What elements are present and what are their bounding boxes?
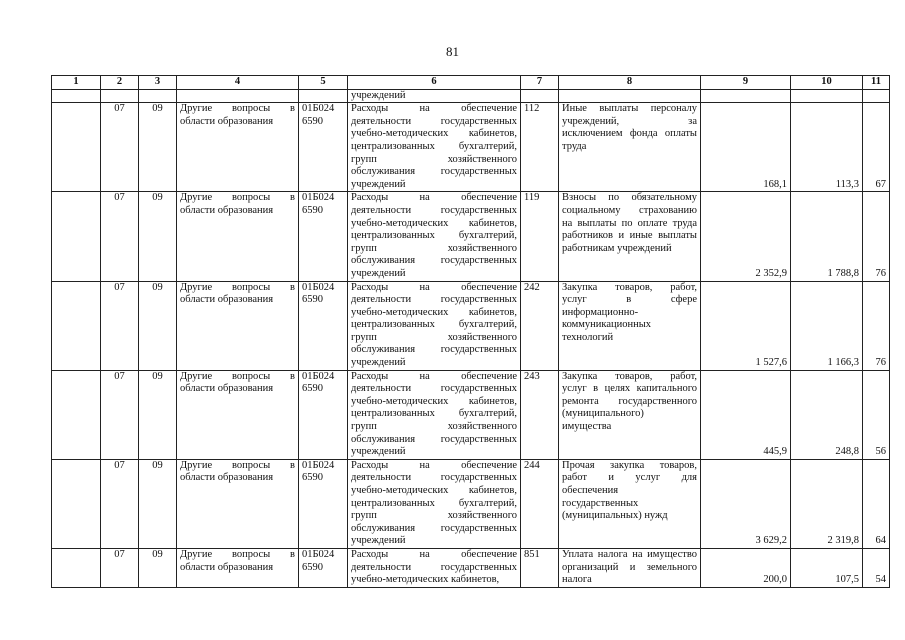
table-row <box>52 192 890 281</box>
cell-line: обслуживания государственных <box>351 344 517 356</box>
cell-line: групп хозяйственного <box>351 331 517 343</box>
cell-line: Другие вопросы в <box>180 459 295 471</box>
cell-line: учебно-методических кабинетов, <box>351 217 517 229</box>
table-row <box>52 103 890 192</box>
expense-type-code-cell: 119 <box>521 192 559 281</box>
cell-line: учебно-методических кабинетов, <box>351 574 500 586</box>
cell-line: деятельности государственных <box>351 383 517 395</box>
execution-percent-cell: 56 <box>863 370 890 459</box>
cell-line: 6590 <box>302 472 323 484</box>
cell-line: централизованных бухгалтерий, <box>351 408 517 420</box>
planned-amount-cell: 2 352,9 <box>701 192 791 281</box>
column-header-2: 2 <box>101 76 139 90</box>
section-cell: 07 <box>101 548 139 587</box>
expense-purpose-cell <box>348 281 521 370</box>
cell-line: Закупка товаров, работ, <box>562 281 697 293</box>
cell-line: учебно-методических кабинетов, <box>351 128 517 140</box>
target-article-cell <box>299 548 348 587</box>
cell-line: Расходы на обеспечение <box>351 370 517 382</box>
expense-type-code-cell: 244 <box>521 459 559 548</box>
cell-line: централизованных бухгалтерий, <box>351 319 517 331</box>
expense-type-name-cell <box>559 370 701 459</box>
cell-line: Расходы на обеспечение <box>351 281 517 293</box>
cell-line: области образования <box>180 115 274 127</box>
cell-col1 <box>52 281 101 370</box>
cell-line: деятельности государственных <box>351 561 517 573</box>
cell-col1 <box>52 192 101 281</box>
cell-col1 <box>52 370 101 459</box>
cell-line: Закупка товаров, работ, <box>562 370 697 382</box>
cell-line: Другие вопросы в <box>180 548 295 560</box>
execution-percent-cell: 64 <box>863 459 890 548</box>
table-row <box>52 459 890 548</box>
section-cell: 07 <box>101 103 139 192</box>
column-header-7: 7 <box>521 76 559 90</box>
cell-line: учреждений, за <box>562 115 697 127</box>
cell-line: групп хозяйственного <box>351 153 517 165</box>
cell-line: 01Б024 <box>302 370 335 382</box>
target-article-cell <box>299 370 348 459</box>
cell-line: учреждений <box>351 357 406 369</box>
cell-line: обслуживания государственных <box>351 255 517 267</box>
cell-line: Другие вопросы в <box>180 370 295 382</box>
cell-line: учреждений <box>351 178 406 190</box>
planned-amount-cell: 445,9 <box>701 370 791 459</box>
cell-line: области образования <box>180 294 274 306</box>
executed-amount-cell: 1 788,8 <box>791 192 863 281</box>
expense-purpose-cell <box>348 103 521 192</box>
subsection-cell: 09 <box>139 103 177 192</box>
target-article-cell <box>299 192 348 281</box>
planned-amount-cell: 200,0 <box>701 548 791 587</box>
table-row <box>52 548 890 587</box>
column-header-3: 3 <box>139 76 177 90</box>
expense-purpose-cell <box>348 370 521 459</box>
cell-col1 <box>52 103 101 192</box>
expense-type-name-cell <box>559 548 701 587</box>
cell-line: 01Б024 <box>302 192 335 204</box>
executed-amount-cell: 2 319,8 <box>791 459 863 548</box>
subsection-cell: 09 <box>139 548 177 587</box>
cell-line: налога <box>562 574 592 586</box>
expense-type-name-cell <box>559 281 701 370</box>
cell-line: деятельности государственных <box>351 115 517 127</box>
cell-line: имущества <box>562 421 612 433</box>
cell-line: деятельности государственных <box>351 294 517 306</box>
target-article-cell <box>299 459 348 548</box>
cell-line: технологий <box>562 331 614 343</box>
cell-line: (муниципального) <box>562 408 644 420</box>
column-header-4: 4 <box>177 76 299 90</box>
continuation-cell: учреждений <box>348 89 521 103</box>
executed-amount-cell: 107,5 <box>791 548 863 587</box>
header-row <box>52 76 890 90</box>
cell-line: централизованных бухгалтерий, <box>351 497 517 509</box>
cell-line: 01Б024 <box>302 548 335 560</box>
subsection-cell: 09 <box>139 281 177 370</box>
cell-line: деятельности государственных <box>351 472 517 484</box>
expense-type-name-cell <box>559 459 701 548</box>
cell-col1 <box>52 548 101 587</box>
subsection-cell: 09 <box>139 459 177 548</box>
cell-line: учреждений <box>351 446 406 458</box>
execution-percent-cell: 76 <box>863 192 890 281</box>
cell-line: работ и услуг для <box>562 472 697 484</box>
executed-amount-cell: 1 166,3 <box>791 281 863 370</box>
cell-line: централизованных бухгалтерий, <box>351 230 517 242</box>
cell-line: групп хозяйственного <box>351 510 517 522</box>
execution-percent-cell: 76 <box>863 281 890 370</box>
cell-line: Уплата налога на имущество <box>562 548 697 560</box>
section-cell: 07 <box>101 459 139 548</box>
expense-purpose-cell <box>348 548 521 587</box>
table-row <box>52 370 890 459</box>
planned-amount-cell: 3 629,2 <box>701 459 791 548</box>
cell-line: 6590 <box>302 115 323 127</box>
budget-table <box>51 75 890 588</box>
column-header-8: 8 <box>559 76 701 90</box>
cell-line: 6590 <box>302 561 323 573</box>
cell-line: учебно-методических кабинетов, <box>351 306 517 318</box>
cell-line: учреждений <box>351 267 406 279</box>
cell-line: обслуживания государственных <box>351 433 517 445</box>
executed-amount-cell: 113,3 <box>791 103 863 192</box>
cell-line: обеспечения <box>562 485 619 496</box>
cell-line: на выплаты по оплате труда <box>562 217 697 229</box>
expense-type-code-cell: 242 <box>521 281 559 370</box>
subsection-name-cell <box>177 192 299 281</box>
subsection-cell: 09 <box>139 370 177 459</box>
column-header-1: 1 <box>52 76 101 90</box>
cell-line: области образования <box>180 472 274 484</box>
cell-line: обслуживания государственных <box>351 166 517 178</box>
planned-amount-cell: 168,1 <box>701 103 791 192</box>
cell-line: Расходы на обеспечение <box>351 548 517 560</box>
column-header-10: 10 <box>791 76 863 90</box>
cell-line: Расходы на обеспечение <box>351 459 517 471</box>
subsection-name-cell <box>177 103 299 192</box>
cell-line: исключением фонда оплаты <box>562 128 697 140</box>
cell-line: услуг в целях капитального <box>562 383 697 395</box>
cell-col1 <box>52 459 101 548</box>
cell-line: Иные выплаты персоналу <box>562 103 697 115</box>
cell-line: области образования <box>180 383 274 395</box>
cell-line: услуг в сфере <box>562 294 697 306</box>
cell-line: групп хозяйственного <box>351 421 517 433</box>
cell-line: 01Б024 <box>302 281 335 293</box>
expense-type-name-cell <box>559 103 701 192</box>
column-header-5: 5 <box>299 76 348 90</box>
target-article-cell <box>299 281 348 370</box>
cell-line: Взносы по обязательному <box>562 192 697 204</box>
expense-type-code-cell: 243 <box>521 370 559 459</box>
execution-percent-cell: 54 <box>863 548 890 587</box>
subsection-name-cell <box>177 548 299 587</box>
expense-purpose-cell <box>348 459 521 548</box>
column-header-6: 6 <box>348 76 521 90</box>
subsection-name-cell <box>177 281 299 370</box>
cell-line: коммуникационных <box>562 319 652 331</box>
section-cell: 07 <box>101 281 139 370</box>
column-header-9: 9 <box>701 76 791 90</box>
cell-line: учреждений <box>351 535 406 547</box>
table-row <box>52 281 890 370</box>
expense-type-code-cell: 851 <box>521 548 559 587</box>
cell-line: труда <box>562 140 587 152</box>
subsection-name-cell <box>177 370 299 459</box>
subsection-cell: 09 <box>139 192 177 281</box>
cell-line: обслуживания государственных <box>351 522 517 534</box>
cell-line: Другие вопросы в <box>180 103 295 115</box>
continuation-row <box>52 89 890 103</box>
subsection-name-cell <box>177 459 299 548</box>
cell-line: учебно-методических кабинетов, <box>351 485 517 496</box>
cell-line: учебно-методических кабинетов, <box>351 395 517 407</box>
cell-line: области образования <box>180 561 274 573</box>
cell-line: централизованных бухгалтерий, <box>351 140 517 152</box>
page-number: 81 <box>446 44 459 59</box>
section-cell: 07 <box>101 192 139 281</box>
cell-line: организаций и земельного <box>562 561 697 573</box>
cell-line: социальному страхованию <box>562 204 697 216</box>
execution-percent-cell: 67 <box>863 103 890 192</box>
cell-line: (муниципальных) нужд <box>562 510 668 522</box>
cell-line: 01Б024 <box>302 459 335 471</box>
cell-line: 6590 <box>302 204 323 216</box>
planned-amount-cell: 1 527,6 <box>701 281 791 370</box>
executed-amount-cell: 248,8 <box>791 370 863 459</box>
cell-line: 6590 <box>302 294 323 306</box>
cell-line: 01Б024 <box>302 103 335 115</box>
target-article-cell <box>299 103 348 192</box>
expense-purpose-cell <box>348 192 521 281</box>
cell-line: области образования <box>180 204 274 216</box>
cell-line: информационно- <box>562 306 639 318</box>
cell-line: Расходы на обеспечение <box>351 103 517 115</box>
cell-line: Прочая закупка товаров, <box>562 459 697 471</box>
expense-type-code-cell: 112 <box>521 103 559 192</box>
cell-line: работникам учреждений <box>562 242 672 254</box>
cell-line: групп хозяйственного <box>351 242 517 254</box>
cell-line: Другие вопросы в <box>180 281 295 293</box>
expense-type-name-cell <box>559 192 701 281</box>
cell-line: 6590 <box>302 383 323 395</box>
cell-line: Другие вопросы в <box>180 192 295 204</box>
column-header-11: 11 <box>863 76 890 90</box>
cell-line: Расходы на обеспечение <box>351 192 517 204</box>
cell-line: ремонта государственного <box>562 395 697 407</box>
section-cell: 07 <box>101 370 139 459</box>
cell-line: работников и иные выплаты <box>562 230 697 242</box>
cell-line: государственных <box>562 497 639 509</box>
cell-line: деятельности государственных <box>351 204 517 216</box>
